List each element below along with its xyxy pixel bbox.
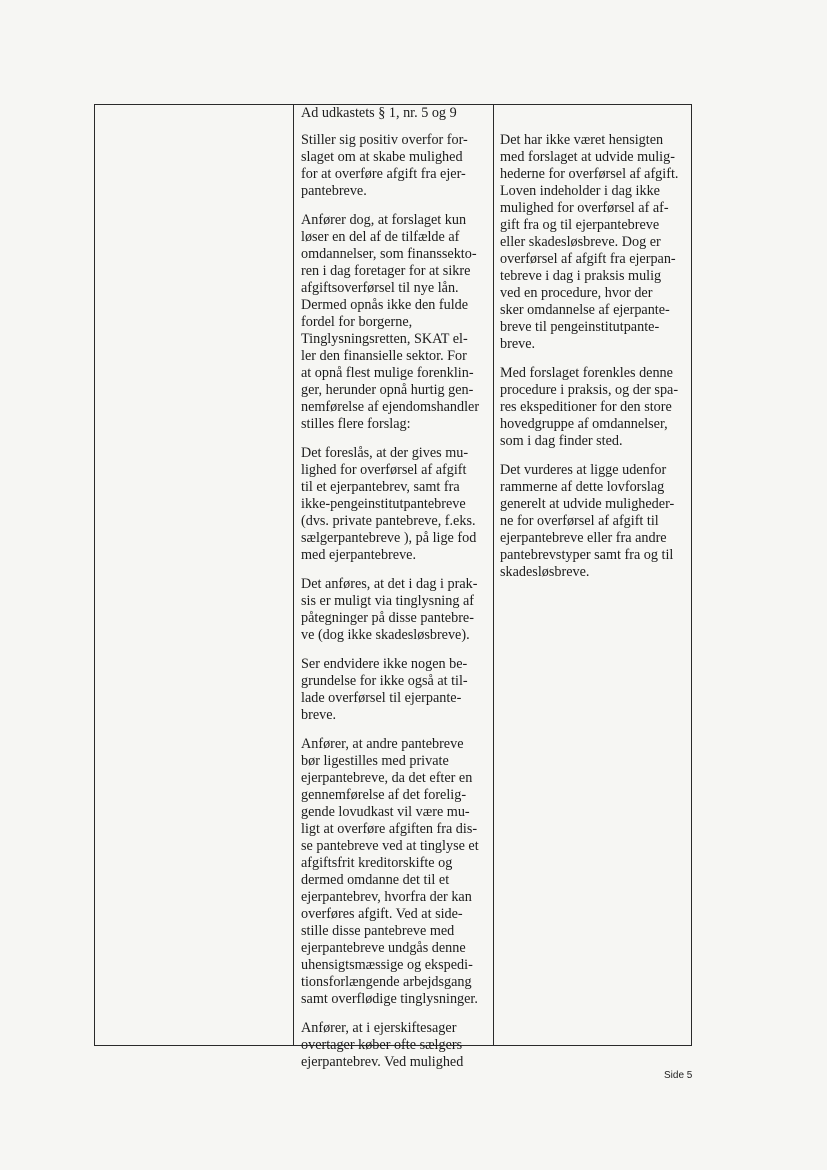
response-paragraph-3: Det foreslås, at der gives mu- lighed for overførsel af afgift til et ejerpantebrev, samt fra ikke-pengeinstitutpantebreve (dvs. private pantebreve, f.eks. sælgerpantebreve ), på lige fod med ejerpantebreve.: [301, 445, 477, 563]
response-paragraph-5: Ser endvidere ikke nogen be- grundelse for ikke også at til- lade overførsel til ejerpante- breve.: [301, 656, 468, 723]
comment-paragraph-3: Det vurderes at ligge udenfor rammerne af dette lovforslag generelt at udvide muligheder- ne for overførsel af afgift til ejerpantebreve eller fra andre pantebrevstyper samt fra og til skadesløsbreve.: [500, 462, 675, 580]
response-column: [301, 132, 495, 1083]
page-number: Side 5: [664, 1070, 693, 1081]
response-paragraph-7: Anfører, at i ejerskiftesager overtager køber ofte sælgers ejerpantebrev. Ved mulighed: [301, 1020, 464, 1070]
column-divider-left: [293, 105, 294, 1045]
response-paragraph-1: Stiller sig positiv overfor for- slaget om at skabe mulighed for at overføre afgift fra ejer- pantebreve.: [301, 132, 468, 199]
response-paragraph-4: Det anføres, at det i dag i prak- sis er muligt via tinglysning af påtegninger på disse pantebre- ve (dog ikke skadesløsbreve).: [301, 576, 478, 643]
response-paragraph-6: Anfører, at andre pantebreve bør ligestilles med private ejerpantebreve, da det efter en gennemførelse af det forelig- gende lovudkast vil være mu- ligt at overføre afgiften fra dis- se pantebreve ved at tinglyse et afgiftsfrit kreditorskifte og dermed omdanne det til et ejerpantebrev, hvorfra der kan overføres afgift. Ved at side- stille disse pantebreve med ejerpantebreve undgås denne uhensigtsmæssige og ekspedi- tionsforlængende arbejdsgang samt overflødige tinglysninger.: [301, 736, 479, 1007]
section-heading: Ad udkastets § 1, nr. 5 og 9: [301, 105, 457, 121]
comment-table: [94, 104, 692, 1070]
ministry-comment-column: [500, 132, 692, 593]
response-paragraph-2: Anfører dog, at forslaget kun løser en del af de tilfælde af omdannelser, som finanssekto- ren i dag foretager for at sikre afgiftsoverførsel til nye lån. Dermed opnås ikke den fulde fordel for borgerne, Tinglysningsretten, SKAT el- ler den finansielle sektor. For at opnå flest mulige forenklin- ger, herunder opnå hurtig gen- nemførelse af ejendomshandler stilles flere forslag:: [301, 212, 480, 432]
comment-paragraph-2: Med forslaget forenkles denne procedure i praksis, og der spa- res ekspeditioner for den store hovedgruppe af omdannelser, som i dag finder sted.: [500, 365, 679, 449]
comment-paragraph-1: Det har ikke været hensigten med forslaget at udvide mulig- hederne for overførsel af afgift. Loven indeholder i dag ikke mulighed for overførsel af af- gift fra og til ejerpantebreve eller skadesløsbreve. Dog er overførsel af afgift fra ejerpan- tebreve i dag i praksis mulig ved en procedure, hvor der sker omdannelse af ejerpante- breve til pengeinstitutpante- breve.: [500, 132, 679, 352]
